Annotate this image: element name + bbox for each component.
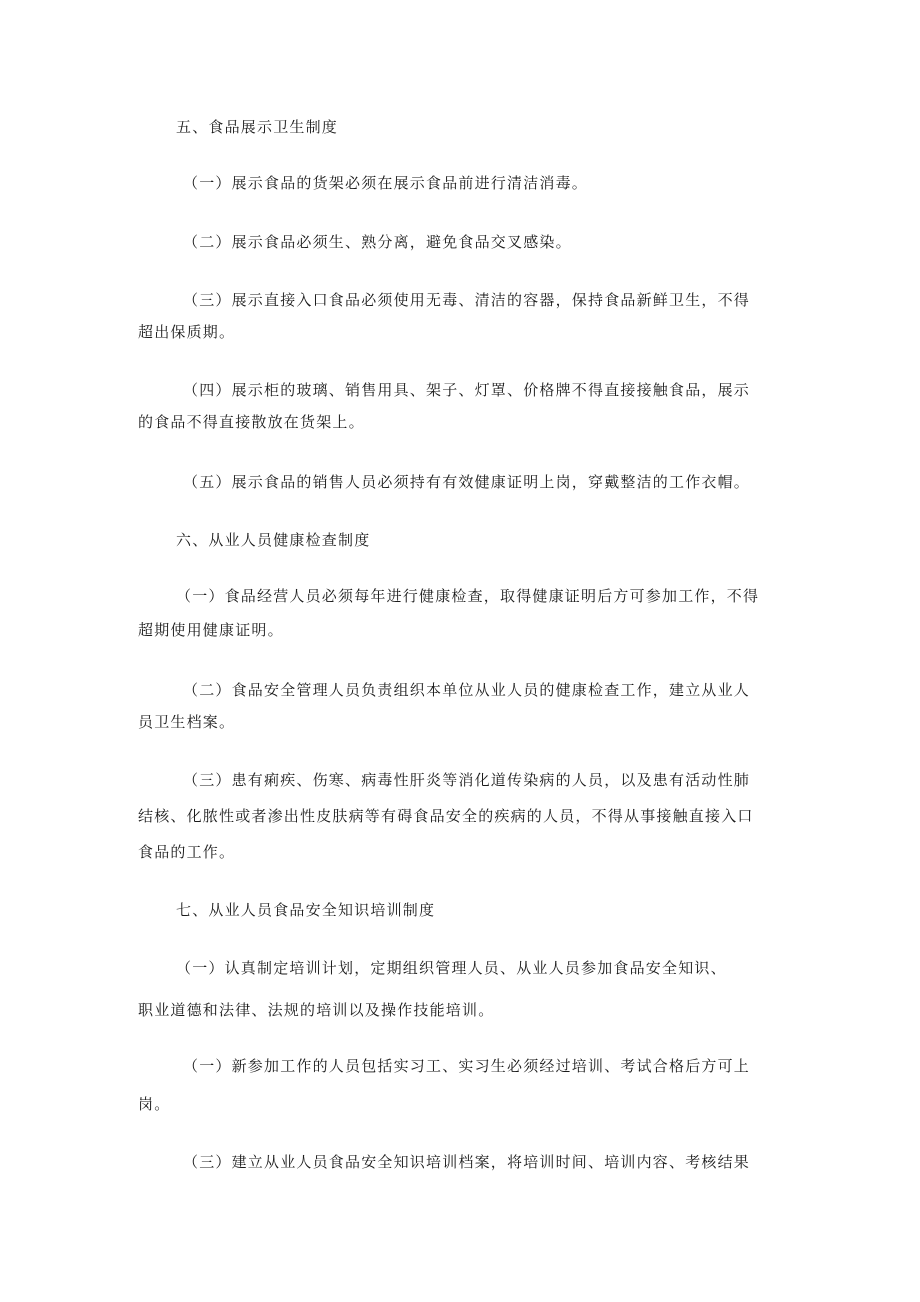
paragraph-line: （二）食品安全管理人员负责组织本单位从业人员的健康检查工作，建立从业人	[183, 681, 751, 699]
paragraph-line: 职业道德和法律、法规的培训以及操作技能培训。	[138, 1001, 495, 1019]
paragraph-line: （一）新参加工作的人员包括实习工、实习生必须经过培训、考试合格后方可上	[183, 1057, 751, 1075]
paragraph-line: （一）认真制定培训计划，定期组织管理人员、从业人员参加食品安全知识、	[176, 959, 727, 977]
paragraph-line: （三）患有痢疾、伤寒、病毒性肝炎等消化道传染病的人员，以及患有活动性肺	[183, 771, 751, 789]
paragraph-line: 的食品不得直接散放在货架上。	[138, 413, 365, 431]
paragraph-line: （三）建立从业人员食品安全知识培训档案，将培训时间、培训内容、考核结果	[183, 1153, 751, 1171]
paragraph-line: 超出保质期。	[138, 323, 236, 341]
paragraph-line: （一）展示食品的货架必须在展示食品前进行清洁消毒。	[183, 174, 589, 192]
section-heading-5: 五、食品展示卫生制度	[176, 118, 339, 136]
paragraph-line: （五）展示食品的销售人员必须持有有效健康证明上岗，穿戴整洁的工作衣帽。	[183, 473, 751, 491]
paragraph-line: （一）食品经营人员必须每年进行健康检查，取得健康证明后方可参加工作，不得	[176, 587, 760, 605]
paragraph-line: 员卫生档案。	[138, 713, 236, 731]
paragraph-line: 岗。	[138, 1095, 171, 1113]
section-heading-6: 六、从业人员健康检查制度	[176, 531, 371, 549]
paragraph-line: 结核、化脓性或者渗出性皮肤病等有碍食品安全的疾病的人员，不得从事接触直接入口	[138, 807, 754, 825]
paragraph-line: （三）展示直接入口食品必须使用无毒、清洁的容器，保持食品新鲜卫生，不得	[183, 291, 751, 309]
paragraph-line: 超期使用健康证明。	[138, 621, 284, 639]
paragraph-line: （四）展示柜的玻璃、销售用具、架子、灯罩、价格牌不得直接接触食品，展示	[183, 381, 751, 399]
paragraph-line: （二）展示食品必须生、熟分离，避免食品交叉感染。	[183, 233, 572, 251]
section-heading-7: 七、从业人员食品安全知识培训制度	[176, 901, 436, 919]
paragraph-line: 食品的工作。	[138, 843, 236, 861]
